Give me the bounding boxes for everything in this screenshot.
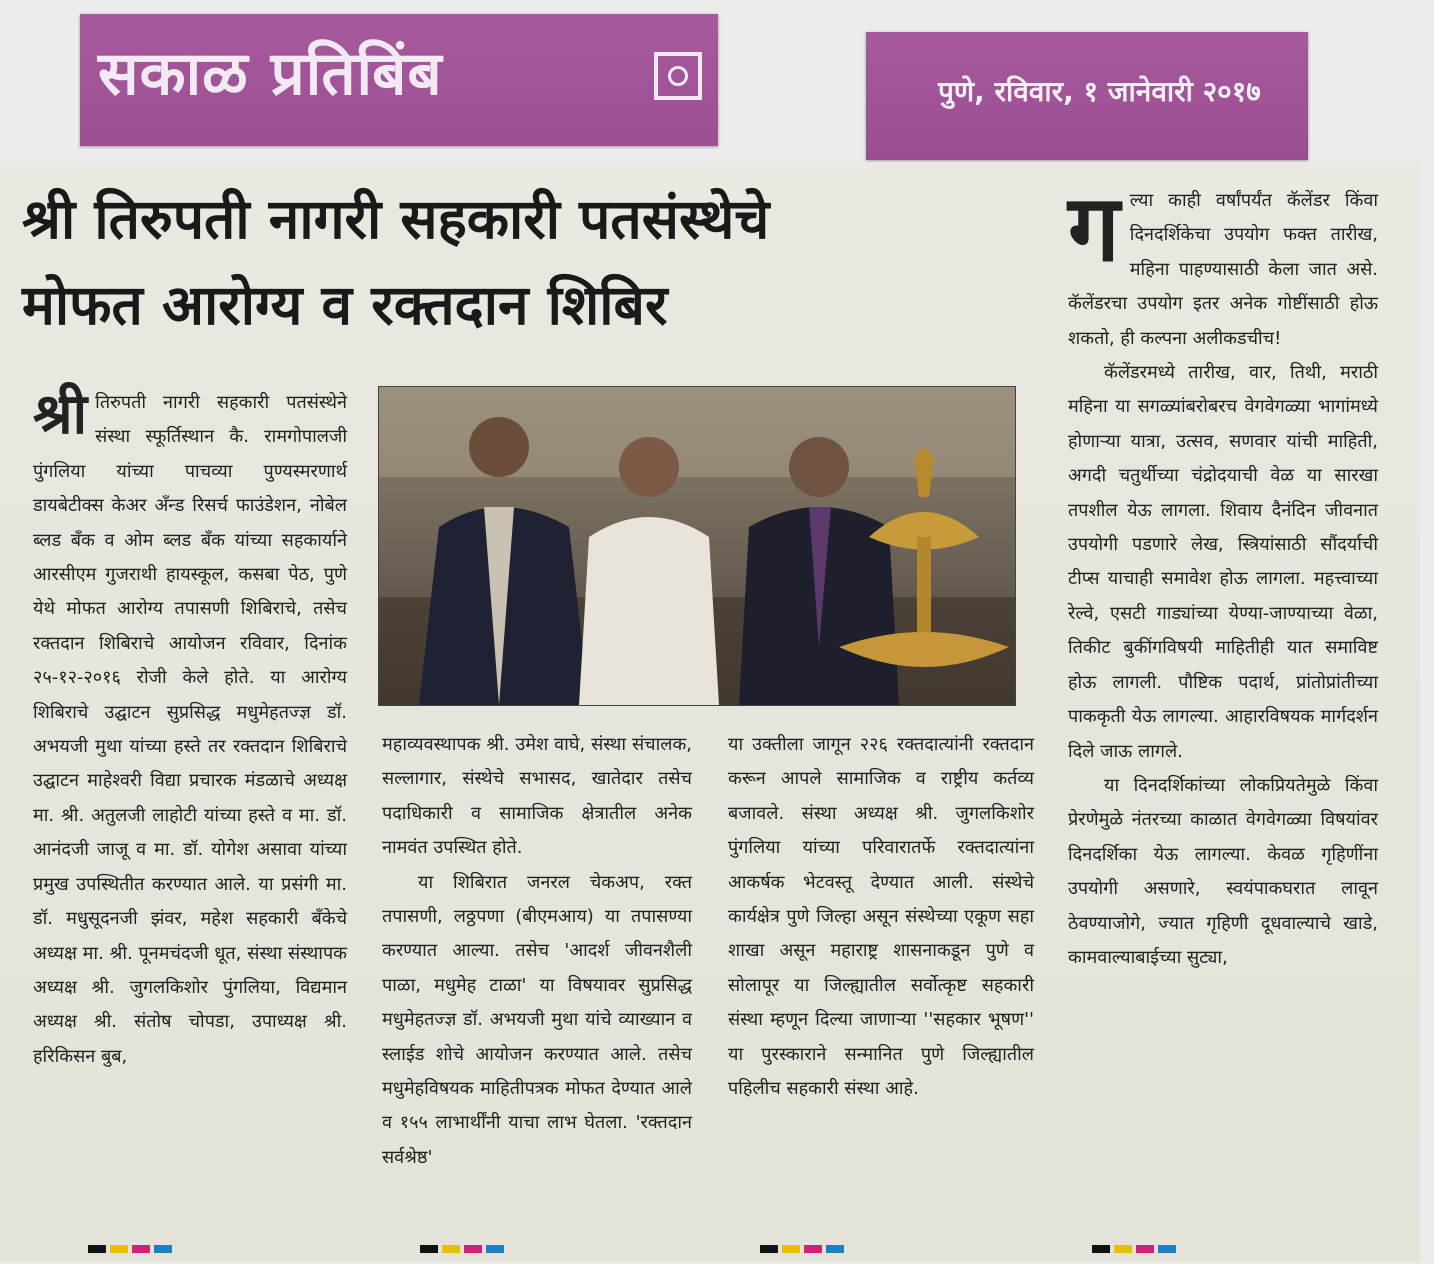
article-headline — [22, 176, 1022, 348]
headline-line-2: मोफत आरोग्य व रक्तदान शिबिर — [22, 273, 668, 337]
article-column-2-paragraph-2: या शिबिरात जनरल चेकअप, रक्त तपासणी, लठ्ठपणा (बीएमआय) या तपासण्या करण्यात आल्या. तसेच 'आदर्श जीवनशैली पाळा, मधुमेह टाळा' या विषयावर सुप्रसिद्ध मधुमेहतज्ज्ञ डॉ. अभयजी मुथा यांचे व्याख्यान व स्लाईड शोचे आयोजन करण्यात आले. तसेच मधुमेहविषयक माहितीपत्रक मोफत देण्यात आले व १५५ लाभार्थींनी याचा लाभ घेतला. 'रक्तदान सर्वश्रेष्ठ' — [382, 871, 692, 1168]
article-column-3-text: या उक्तीला जागून २२६ रक्तदात्यांनी रक्तदान करून आपले सामाजिक व राष्ट्रीय कर्तव्य बजावले. संस्था अध्यक्ष श्री. जुगलकिशोर पुंगलिया यांच्या परिवारातर्फे रक्तदात्यांना आकर्षक भेटवस्तू देण्यात आली. संस्थेचे कार्यक्षेत्र पुणे जिल्हा असून संस्थेच्या एकूण सहा शाखा असून महाराष्ट्र शासनाकडून पुणे व सोलापूर या जिल्ह्यातील सर्वोत्कृष्ट सहकारी संस्था म्हणून दिल्या जाणाऱ्या ''सहकार भूषण'' या पुरस्काराने सन्मानित पुणे जिल्ह्यातील पहिलीच सहकारी संस्था आहे. — [728, 734, 1034, 1100]
event-photo — [378, 386, 1016, 706]
registration-marks-1 — [88, 1245, 198, 1253]
article-column-1-text: तिरुपती नागरी सहकारी पतसंस्थेने संस्था स्फूर्तिस्थान कै. रामगोपालजी पुंगलिया यांच्या पाचव्या पुण्यस्मरणार्थ डायबेटीक्स केअर अँन्ड रिसर्च फाउंडेशन, नोबेल ब्लड बँक व ओम ब्लड बँक यांच्या सहकार्याने आरसीएम गुजराथी हायस्कूल, कसबा पेठ, पुणे येथे मोफत आरोग्य तपासणी शिबिराचे, तसेच रक्तदान शिबिराचे आयोजन रविवार, दिनांक २५-१२-२०१६ रोजी केले होते. या आरोग्य शिबिराचे उद्घाटन सुप्रसिद्ध मधुमेहतज्ज्ञ डॉ. अभयजी मुथा यांच्या हस्ते तर रक्तदान शिबिराचे उद्घाटन माहेश्वरी विद्या प्रचारक मंडळाचे अध्यक्ष मा. श्री. अतुलजी लाहोटी यांच्या हस्ते व मा. डॉ. आनंदजी जाजू व मा. डॉ. योगेश असावा यांच्या प्रमुख उपस्थितीत करण्यात आले. या प्रसंगी मा. डॉ. मधुसूदनजी झंवर, महेश सहकारी बँकेचे अध्यक्ष मा. श्री. पूनमचंदजी धूत, संस्था संस्थापक अध्यक्ष श्री. जुगलकिशोर पुंगलिया, विद्यमान अध्यक्ष श्री. संतोष चोपडा, उपाध्यक्ष श्री. हरिकिसन बुब, — [33, 392, 347, 1067]
masthead-title: सकाळ प्रतिबिंब — [98, 39, 443, 109]
article-dropcap: श्री — [33, 382, 88, 447]
dateline: पुणे, रविवार, १ जानेवारी २०१७ — [938, 75, 1261, 108]
article-column-2 — [382, 728, 692, 1175]
registration-marks-4 — [1092, 1245, 1202, 1253]
sidebar-column — [1068, 175, 1378, 975]
dateline-box — [866, 32, 1308, 160]
sidebar-paragraph-3: या दिनदर्शिकांच्या लोकप्रियतेमुळे किंवा प्रेरणेमुळे नंतरच्या काळात वेगवेगळ्या विषयांवर दिनदर्शिका येऊ लागल्या. केवळ गृहिणींना उपयोगी असणारे, स्वयंपाकघरात लावून ठेवण्याजोगे, ज्यात गृहिणी दूधवाल्याचे खाडे, कामवाल्याबाईच्या सुट्या, — [1068, 774, 1378, 968]
article-column-1 — [33, 382, 347, 1074]
headline-line-1: श्री तिरुपती नागरी सहकारी पतसंस्थेचे — [22, 187, 770, 251]
sidebar-dropcap: ग — [1068, 175, 1120, 282]
masthead — [80, 14, 718, 146]
registration-marks-2 — [420, 1245, 530, 1253]
lamp-lighting-photo — [379, 387, 1015, 705]
article-column-3 — [728, 728, 1034, 1106]
sidebar-paragraph-1: ल्या काही वर्षांपर्यंत कॅलेंडर किंवा दिनदर्शिकेचा उपयोग फक्त तारीख, महिना पाहण्यासाठी केला जात असे. कॅलेंडरचा उपयोग इतर अनेक गोष्टींसाठी होऊ शकतो, ही कल्पना अलीकडचीच! — [1068, 190, 1378, 349]
newspaper-page — [0, 162, 1420, 1262]
sidebar-paragraph-2: कॅलेंडरमध्ये तारीख, वार, तिथी, मराठी महिना या सगळ्यांबरोबरच वेगवेगळ्या भागांमध्ये होणाऱ्या यात्रा, उत्सव, सणवार यांची माहिती, अगदी चतुर्थीच्या चंद्रोदयाची वेळ या सारखा तपशील येऊ लागला. शिवाय दैनंदिन जीवनात उपयोगी पडणारे लेख, स्त्रियांसाठी सौंदर्याची टीप्स याचाही समावेश होऊ लागला. महत्त्वाच्या रेल्वे, एसटी गाड्यांच्या येण्या-जाण्याच्या वेळा, तिकीट बुकींगविषयी माहितीही यात समाविष्ट होऊ लागली. पौष्टिक पदार्थ, प्रांतोप्रांतीच्या पाककृती येऊ लागल्या. आहारविषयक मार्गदर्शन दिले जाऊ लागले. — [1068, 362, 1378, 762]
registration-marks-3 — [760, 1245, 870, 1253]
article-column-2-paragraph-1: महाव्यवस्थापक श्री. उमेश वाघे, संस्था संचालक, सल्लागार, संस्थेचे सभासद, खातेदार तसेच पदाधिकारी व सामाजिक क्षेत्रातील अनेक नामवंत उपस्थित होते. — [382, 734, 692, 859]
masthead-logo-icon — [654, 52, 702, 100]
